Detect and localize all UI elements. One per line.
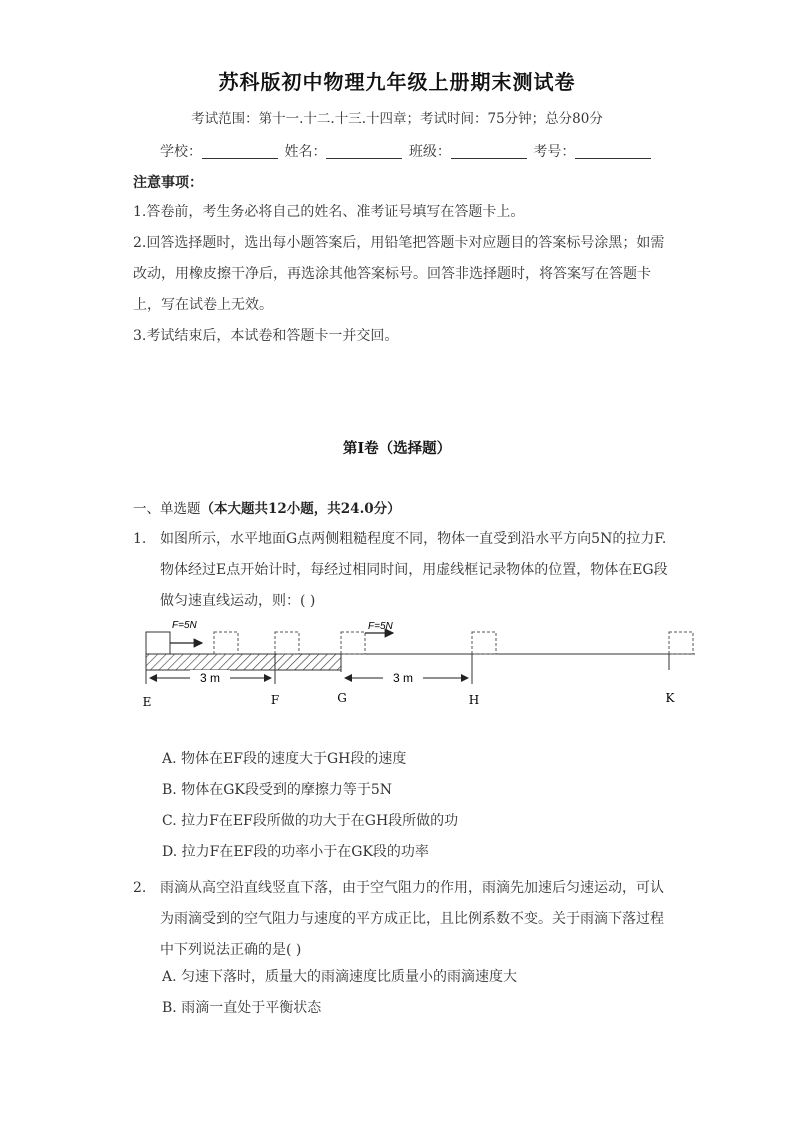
question-1-number: 1. (133, 531, 147, 547)
question-2-text: 雨滴从高空沿直线竖直下落，由于空气阻力的作用，雨滴先加速后匀速运动，可认为雨滴受到的空气阻力与速度的平方成正比，且比例系数不变。关于雨滴下落过程中下列说法正确的是( ) (160, 880, 664, 958)
question-1-option-d: D. 拉力F在EF段的功率小于在GK段的功率 (162, 844, 429, 860)
motion-diagram (140, 612, 700, 712)
force-label-1: F=5N (172, 620, 197, 631)
question-1-text: 如图所示，水平地面G点两侧粗糙程度不同，物体一直受到沿水平方向5N的拉力F.物体经过E点开始计时，每经过相同时间，用虚线框记录物体的位置，物体在EG段做匀速直线运动，则：( ) (160, 531, 668, 609)
section-title: 第I卷（选择题） (342, 440, 452, 457)
note-item-1: 1.答卷前，考生务必将自己的姓名、准考证号填写在答题卡上。 (133, 204, 525, 220)
note-item-2: 2.回答选择题时，选出每小题答案后，用铅笔把答题卡对应题目的答案标号涂黑；如需改动，用橡皮擦干净后，再选涂其他答案标号。回答非选择题时，将答案写在答题卡上，写在试卷上无效。 (133, 235, 665, 313)
exam-number-blank (575, 144, 651, 159)
force-label-2: F=5N (368, 621, 393, 632)
position-box (275, 632, 299, 654)
class-blank (451, 144, 527, 159)
question-2-option-b: B. 雨滴一直处于平衡状态 (162, 1000, 322, 1016)
part-prefix: 一、单选题 (133, 501, 201, 517)
name-label: 姓名： (284, 144, 327, 160)
point-label-k: K (665, 691, 675, 705)
exam-title: 苏科版初中物理九年级上册期末测试卷 (218, 70, 576, 94)
exam-number-label: 考号： (533, 144, 576, 160)
class-label: 班级： (408, 144, 451, 160)
point-label-f: F (270, 693, 280, 707)
position-box (214, 632, 238, 654)
question-2-option-a: A. 匀速下落时，质量大的雨滴速度比质量小的雨滴速度大 (162, 969, 518, 985)
question-1-option-a: A. 物体在EF段的速度大于GH段的速度 (162, 751, 407, 767)
point-label-g: G (337, 691, 347, 705)
exam-scope: 考试范围：第十一.十二.十三.十四章；考试时间：75分钟；总分80分 (191, 111, 603, 127)
question-1-option-b: B. 物体在GK段受到的摩擦力等于5N (162, 782, 392, 798)
name-blank (326, 144, 402, 159)
object-block (146, 632, 170, 654)
rough-surface-ef (146, 654, 341, 670)
point-label-h: H (468, 693, 480, 707)
question-1-option-c: C. 拉力F在EF段所做的功大于在GH段所做的功 (162, 813, 459, 829)
part-detail: （本大题共12小题，共24.0分） (200, 501, 401, 517)
question-2-number: 2. (133, 880, 147, 896)
school-label: 学校： (160, 144, 202, 160)
part-heading (133, 497, 401, 517)
note-item-3: 3.考试结束后，本试卷和答题卡一并交回。 (133, 328, 399, 344)
point-label-e: E (142, 695, 152, 709)
distance-label-2: 3 m (392, 671, 414, 685)
distance-label-1: 3 m (199, 671, 221, 685)
school-blank (202, 144, 278, 159)
position-box (669, 632, 693, 654)
position-box (472, 632, 496, 654)
student-info-row (160, 141, 653, 161)
position-box (341, 632, 365, 654)
notes-heading: 注意事项： (133, 175, 203, 191)
